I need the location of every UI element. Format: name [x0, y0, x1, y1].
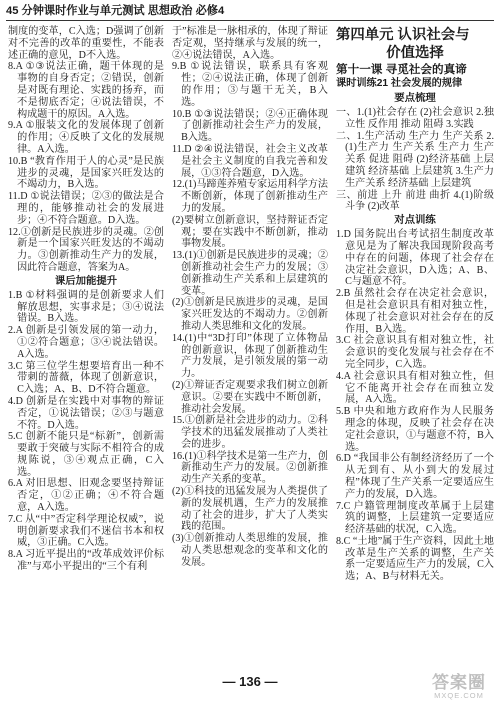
answer-item: 8.A ①③说法正确，题干体现的是事物的自身否定；②错误，创新是对既有理论、实践的扬弃，而不是彻底否定；④说法错误，不构成题干的原因。A入选。 — [8, 61, 164, 120]
lesson-title: 第十一课 寻觅社会的真谛 — [336, 63, 467, 76]
answer-item: 1.B ①材料强调的是创新要求人们解放思想，实事求是；③④说法错误。B入选。 — [8, 289, 164, 325]
answer-item: (2)①辩证否定观要求我们树立创新意识。②要在实践中不断创新，推动社会发展。 — [172, 379, 328, 415]
answer-item: 15.①创新是社会进步的动力。②科学技术的迅猛发展推动了人类社会的进步。 — [172, 415, 328, 450]
summary-item: 三、前进 上升 前进 曲折 4.(1)阶级斗争 (2)改革 — [336, 189, 494, 213]
answer-item: 4.A 社会意识具有相对独立性，但它不能离开社会存在而独立发展，A入选。 — [336, 370, 494, 406]
running-header: 45 分钟课时作业与单元测试 思想政治 必修4 — [6, 4, 494, 21]
answer-item: (2)①科技的迅猛发展为人类提供了新的发展机遇，生产力的发展推动了社会的进步，扩大了人类实践的范围。 — [172, 486, 328, 533]
answer-item: 12.①创新是民族进步的灵魂。②创新是一个国家兴旺发达的不竭动力。③创新推动生产力的发展，因此符合题意，答案为A。 — [8, 226, 164, 273]
answer-item: 3.C 第三位学生想要培育出一种不带刺的蔷薇，体现了创新意识，C入选；A、B、D不符合题意。 — [8, 360, 164, 396]
answer-item: 16.(1)①科学技术是第一生产力，创新推动生产力的发展。②创新推动生产关系的变革。 — [172, 450, 328, 486]
answer-item: 1.D 国务院出台考试招生制度改革意见是为了解决我国现阶段高考中存在的问题，体现了社会存在决定社会意识，D入选；A、B、C与题意不符。 — [336, 229, 494, 288]
summary-item: 二、1.生产活动 生产力 生产关系 2.(1)生产力 生产关系 生产力 生产关系 促进 阻碍 (2)经济基础 上层建筑 经济基础 上层建筑 3.生产力 生产关系 经济基础 上层建筑 — [336, 130, 494, 189]
column-middle — [172, 26, 328, 670]
answer-item: 11.D ①说法错误；②③的做法是合理的，能够推动社会的发展进步；④不符合题意。D入选。 — [8, 191, 164, 226]
column-right — [336, 26, 494, 670]
answer-continuation: 于”标准是一脉相承的，体现了辩证否定观，坚持继承与发展的统一，②④说法错误，A入选。 — [172, 26, 328, 61]
section-title-practice: 对点训练 — [394, 215, 436, 227]
answer-item: 8.A 习近平提出的“改革成效评价标准”与邓小平提出的“三个有利 — [8, 549, 164, 573]
page-number: — 136 — — [222, 674, 278, 689]
answer-item: (2)要树立创新意识，坚持辩证否定观；要在实践中不断创新，推动事物发展。 — [172, 214, 328, 250]
unit-title-line2: 价值选择 — [386, 45, 444, 61]
unit-title: 第四单元 认识社会与 — [336, 27, 470, 43]
answer-continuation: 制度的变革，C入选；D强调了创新对不完善的改革的重要性，不能表述正确的意见，D不入选。 — [8, 26, 164, 61]
answer-item: 7.C 从“中”否定科学理论权威”，说明创新要求我们不迷信书本和权威，③正确。C入选。 — [8, 513, 164, 549]
watermark-url: MXQE.COM — [434, 691, 484, 700]
answer-item: 3.C 社会意识具有相对独立性，社会意识的变化发展与社会存在不完全同步，C入选。 — [336, 335, 494, 370]
answer-item: 9.A ①服装文化的发展体现了创新的作用；④反映了文化的发展规律。A入选。 — [8, 120, 164, 155]
answer-item: 6.D “我国非公有制经济经历了一个从无到有、从小到大的发展过程”体现了生产关系一定要适应生产力的发展，D入选。 — [336, 453, 494, 500]
answer-item: (2)①创新是民族进步的灵魂，是国家兴旺发达的不竭动力。②创新推动人类思维和文化的发展。 — [172, 297, 328, 332]
answer-item: (3)①创新推动人类思维的发展，推动人类思想观念的变革和文化的发展。 — [172, 533, 328, 568]
answer-item: 8.C “土地”属于生产资料，因此土地改革是生产关系的调整，生产关系一定要适应生产力的发展，C入选；A、B与材料无关。 — [336, 535, 494, 583]
answer-item: 6.A 对旧思想、旧观念要坚持辩证否定，①②正确；④不符合题意，A入选。 — [8, 478, 164, 514]
answer-item: 4.D 创新是在实践中对事物的辩证否定，①说法错误；②③与题意不符。D入选。 — [8, 395, 164, 431]
answer-item: 7.C 户籍管理制度改革属于上层建筑的调整，上层建筑一定要适应经济基础的状况，C入选。 — [336, 500, 494, 536]
answer-item: 12.(1)马蹄莲养殖专家运用科学方法不断创新，体现了创新推动生产力的发展。 — [172, 179, 328, 214]
answer-item: 14.(1)中“3D打印”体现了立体物品的创新意识，体现了创新推动生产力发展，是引领发展的第一动力。 — [172, 332, 328, 380]
column-left — [8, 26, 164, 670]
answer-item: 5.C 创新不能只是“标新”，创新需要敢于突破与实际不相符合的成规陈说，③④观点正确，C入选。 — [8, 431, 164, 478]
answer-item: 5.B 中央和地方政府作为人民服务理念的体现，反映了社会存在决定社会意识，①与题意不符，B入选。 — [336, 406, 494, 453]
answer-item: 2.A 创新是引领发展的第一动力，①②符合题意；③④说法错误。A入选。 — [8, 325, 164, 360]
answer-item: 9.B ①说法错误，联系具有客观性；②④说法正确，体现了创新的作用；③与题干无关，B入选。 — [172, 61, 328, 108]
answer-item: 10.B “教育作用于人的心灵”是民族进步的灵魂，是国家兴旺发达的不竭动力，B入选。 — [8, 155, 164, 191]
training-title: 课时训练21 社会发展的规律 — [336, 78, 463, 89]
answer-item: 2.B 虽然社会存在决定社会意识，但是社会意识具有相对独立性，体现了社会意识对社会存在的反作用，B入选。 — [336, 288, 494, 335]
answer-item: 10.B ①③说法错误；②④正确体现了创新推动社会生产力的发展，B入选。 — [172, 108, 328, 144]
watermark-name: 答案圈 — [432, 673, 486, 692]
watermark-logo — [422, 674, 496, 700]
section-title-after-class: 课后加能提升 — [54, 275, 118, 287]
section-title-summary: 要点梳理 — [394, 93, 436, 104]
answer-item: 13.(1)①创新是民族进步的灵魂；②创新推动社会生产力的发展；③创新推动生产关系和上层建筑的变革。 — [172, 250, 328, 297]
answer-item: 11.D ②④说法错误，社会主义改革是社会主义制度的自我完善和发展，①③符合题意，D入选。 — [172, 143, 328, 179]
summary-item: 一、1.(1)社会存在 (2)社会意识 2.独立性 反作用 推动 阻碍 3.实践 — [336, 107, 494, 130]
